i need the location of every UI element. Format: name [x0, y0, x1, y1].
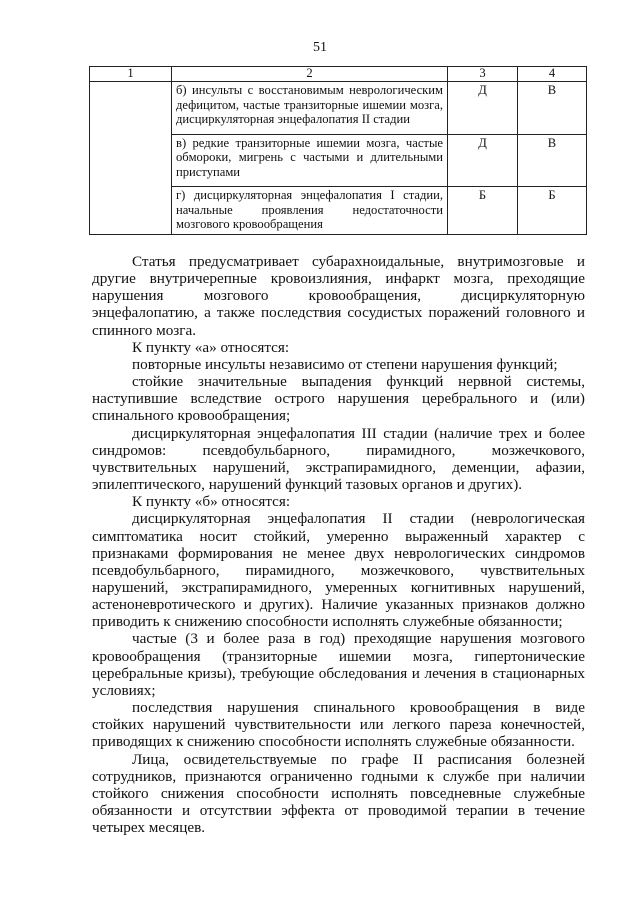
paragraph: дисциркуляторная энцефалопатия II стадии (неврологическая симптоматика носит стойкий, умеренно выраженный характер с признаками формирования не менее двух неврологических синдромов псевдобульбарного, пирамидного, мозжечкового, чувствительных нарушений, экстрапирамидного, умеренных когнитивных нарушений, астеноневротического и других). Наличие указанных признаков должно приводить к снижению способности исполнять служебные обязанности;	[92, 510, 585, 631]
table-cell-category: В	[547, 83, 557, 97]
table-row	[90, 82, 587, 135]
paragraph: Статья предусматривает субарахноидальные, внутримозговые и другие внутричерепные кровоизлияния, инфаркт мозга, преходящие нарушения мозгового кровообращения, дисциркуляторную энцефалопатию, а также последствия сосудистых поражений головного и спинного мозга.	[92, 253, 585, 339]
paragraph: последствия нарушения спинального кровообращения в виде стойких нарушений чувствительности или легкого пареза конечностей, приводящих к снижению способности исполнять служебные обязанности.	[92, 699, 585, 751]
paragraph: повторные инсульты независимо от степени нарушения функций;	[132, 355, 558, 373]
table-header-cell: 2	[172, 67, 448, 82]
table-header-row	[90, 67, 587, 82]
diagnosis-table	[89, 66, 587, 235]
paragraph: частые (3 и более раза в год) преходящие нарушения мозгового кровообращения (транзиторные ишемии мозга, гипертонические церебральные кризы), требующие обследования и лечения в стационарных условиях;	[92, 630, 585, 699]
table-row-text: б) инсульты с восстановимым неврологическим дефицитом, частые транзиторные ишемии мозга, дисциркуляторная энцефалопатия II стадии	[176, 83, 443, 126]
table-row-text: г) дисциркуляторная энцефалопатия I стадии, начальные проявления недостаточности мозгового кровообращения	[176, 188, 443, 231]
table-cell-category: Д	[478, 83, 487, 97]
document-body	[92, 253, 585, 836]
paragraph: Лица, освидетельствуемые по графе II расписания болезней сотрудников, признаются ограниченно годными к службе при наличии стойкого снижения способности исполнять повседневные служебные обязанности и отсутствии эффекта от проводимой терапии в течение четырех месяцев.	[92, 750, 585, 837]
paragraph: К пункту «б» относятся:	[132, 493, 291, 511]
table-cell-category: В	[547, 135, 557, 150]
table-cell-empty	[90, 82, 172, 235]
table-row-text: в) редкие транзиторные ишемии мозга, частые обмороки, мигрень с частыми и длительными приступами	[176, 135, 443, 179]
table-header-cell: 3	[448, 67, 518, 82]
table-header-cell: 1	[90, 67, 172, 82]
paragraph: стойкие значительные выпадения функций нервной системы, наступившие вследствие острого нарушения церебрального и (или) спинального кровообращения;	[92, 373, 585, 425]
paragraph: дисциркуляторная энцефалопатия III стадии (наличие трех и более синдромов: псевдобульбарного, пирамидного, мозжечкового, чувствительных нарушений, экстрапирамидного, деменции, афазии, эпилептического, нарушений функций тазовых органов и других).	[92, 424, 585, 494]
table-cell-category: Б	[548, 188, 556, 202]
table-header-cell: 4	[518, 67, 587, 82]
table-cell-category: Б	[478, 188, 487, 202]
paragraph: К пункту «а» относятся:	[132, 338, 290, 356]
page-number: 51	[313, 40, 327, 55]
table-cell-category: Д	[478, 135, 487, 150]
